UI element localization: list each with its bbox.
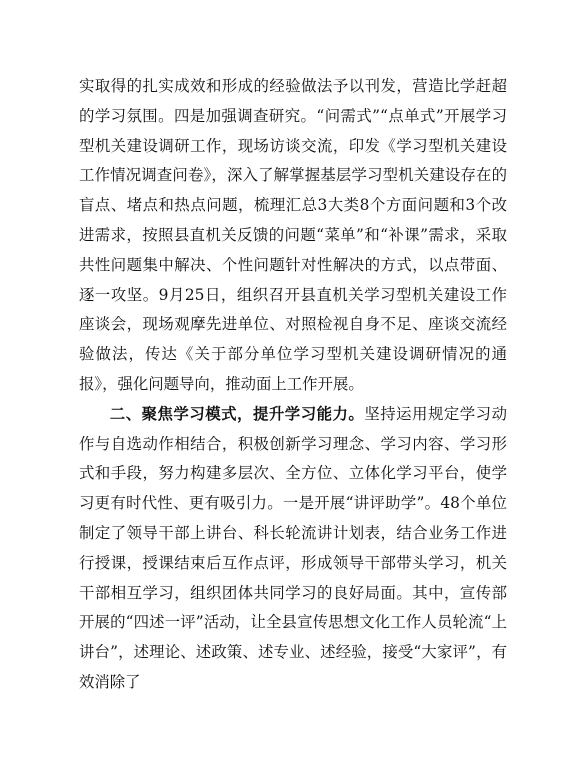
paragraph-section-two [79, 400, 507, 698]
paragraph-continued [79, 72, 507, 400]
paragraph-1-text: 实取得的扎实成效和形成的经验做法予以刊发，营造比学赶超的学习氛围。四是加强调查研究。“问需式”“点单式”开展学习型机关建设调研工作，现场访谈交流，印发《学习型机关建设工作情况调查问卷》，深入了解掌握基层学习型机关建设存在的盲点、堵点和热点问题，梳理汇总3大类8个方面问题和3个改进需求，按照县直机关反馈的问题“菜单”和“补课”需求，采取共性问题集中解决、个性问题针对性解决的方式，以点带面、逐一攻坚。9月25日，组织召开县直机关学习型机关建设工作座谈会，现场观摩先进单位、对照检视自身不足、座谈交流经验做法，传达《关于部分单位学习型机关建设调研情况的通报》，强化问题导向，推动面上工作开展。 [79, 77, 507, 393]
paragraph-2-text: 坚持运用规定学习动作与自选动作相结合，积极创新学习理念、学习内容、学习形式和手段，努力构建多层次、全方位、立体化学习平台，使学习更有时代性、更有吸引力。一是开展“讲评助学”。48个单位制定了领导干部上讲台、科长轮流讲计划表，结合业务工作进行授课，授课结束后互作点评，形成领导干部带头学习，机关干部相互学习，组织团体共同学习的良好局面。其中，宣传部开展的“四述一评”活动，让全县宣传思想文化工作人员轮流“上讲台”，述理论、述政策、述专业、述经验，接受“大家评”，有效消除了 [79, 404, 507, 691]
section-heading: 二、聚焦学习模式，提升学习能力。 [109, 404, 365, 423]
